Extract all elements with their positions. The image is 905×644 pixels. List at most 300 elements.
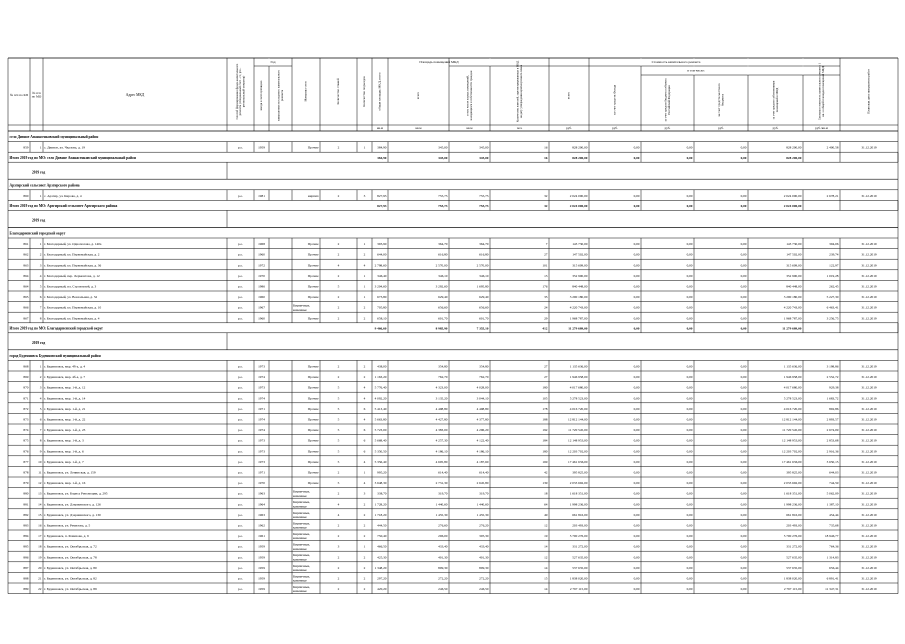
unit-label: кв.м (376, 125, 384, 130)
cell-value: 0,00 (633, 375, 640, 380)
cell-address: г. Буденновск, мкр. 1-й, д. 12 (44, 385, 86, 390)
cell-value: 614,40 (479, 470, 489, 475)
cell-value: 2 024 000,00 (569, 193, 588, 198)
cell-value: 0,00 (686, 385, 693, 390)
cell-index: Прочие (307, 385, 319, 390)
cell-value: 31.12.2019 (861, 449, 877, 454)
cell-index: 2 (39, 375, 42, 380)
cell-value: 1963 (258, 512, 265, 517)
cell-value: 0,00 (686, 481, 693, 486)
cell-index: 20 (38, 565, 42, 570)
cell-value: 2 (337, 576, 340, 581)
cell-value: 1 440,60 (476, 502, 489, 507)
cell-value: 401,30 (479, 555, 489, 560)
cell-value: 14 (544, 544, 548, 549)
unit-label: руб. (566, 125, 572, 130)
cell-value: 1 (363, 145, 366, 150)
cell-value: 2 674,09 (826, 428, 839, 433)
cell-value: 4 257,30 (435, 438, 448, 443)
cell-value: 0,00 (633, 523, 640, 528)
cell-value: 0,00 (686, 544, 693, 549)
cell-value: 31.12.2019 (861, 481, 877, 486)
cell-value: 616,80 (438, 252, 448, 257)
total-value: 0,00 (633, 326, 640, 331)
header-fund-method: региональный оператор) (241, 75, 246, 108)
cell-value: 31.12.2019 (861, 305, 877, 310)
cell-value: 1960 (258, 316, 265, 321)
cell-value: 31.12.2019 (861, 491, 877, 496)
cell-value: 31.12.2019 (861, 544, 877, 549)
cell-value: 614,40 (438, 470, 448, 475)
cell-value: 2 (363, 565, 366, 570)
cell-value: 420,20 (377, 587, 387, 592)
cell-value: 840 448,00 (786, 284, 802, 289)
cell-value: 276,60 (438, 523, 448, 528)
cell-value: 2 552,72 (826, 375, 839, 380)
cell-value: 188 (542, 417, 548, 422)
cell-value: 892,86 (829, 406, 839, 411)
cell-value: р.о. (237, 242, 244, 247)
cell-value: 18 946,77 (824, 534, 839, 539)
cell-value: 49 (544, 512, 548, 517)
cell-value: 0,00 (633, 417, 640, 422)
cell-index: 886 (23, 555, 29, 560)
cell-value: 346,10 (438, 273, 448, 278)
cell-index: Прочие (307, 252, 319, 257)
cell-value: 764,36 (829, 544, 839, 549)
cell-value: 4 296,20 (476, 428, 489, 433)
cell-value: 0,00 (633, 512, 640, 517)
cell-value: 5 (337, 385, 340, 390)
cell-value: 3 (363, 491, 366, 496)
header-cost-all: всего (566, 91, 571, 100)
cell-value: 1 (363, 284, 366, 289)
unit-label: руб. (718, 125, 724, 130)
cell-value: 0,00 (633, 438, 640, 443)
cell-value: 3 (363, 193, 366, 198)
cell-value: 331 272,00 (572, 544, 588, 549)
cell-value: 5 (337, 449, 340, 454)
cell-wall-material: каменные (293, 307, 307, 312)
cell-value: 0,00 (633, 406, 640, 411)
cell-value: 5 413,40 (374, 406, 387, 411)
cell-value: 762,70 (479, 375, 489, 380)
cell-value: 0,00 (740, 438, 747, 443)
cell-value: 5 350,50 (374, 449, 387, 454)
header-num-ki: № п/п по КП (9, 92, 29, 97)
cell-value: 296,00 (438, 534, 448, 539)
cell-value: 4 (337, 512, 340, 517)
cell-address: г. Благодарный, пл. Строителей, д. 3 (44, 284, 97, 289)
cell-value: р.о. (237, 502, 244, 507)
cell-value: 0,00 (633, 555, 640, 560)
total-value: 8 985,90 (435, 326, 448, 331)
cell-wall-material: Кирпичные, (293, 542, 311, 547)
cell-value: 394,06 (829, 242, 839, 247)
cell-index: 21 (38, 576, 42, 581)
cell-value: 6 463,41 (826, 305, 839, 310)
cell-address: г. Буденновск, мкр. 4б-а, д. 7 (44, 375, 86, 380)
cell-value: 0,00 (686, 284, 693, 289)
cell-value: 5 668,40 (374, 438, 387, 443)
cell-index: 14 (38, 502, 42, 507)
cell-value: 192 (542, 428, 548, 433)
header-wall-material: Материал стен (303, 81, 308, 102)
cell-value: 12 812 144,00 (568, 417, 588, 422)
cell-value: 2 (363, 534, 366, 539)
header-area-residential: находящихся в собственности граждан (468, 70, 473, 121)
cell-address: г. Буденновск, ул. Ремизова, д. 5 (44, 523, 91, 528)
cell-value: 3 (337, 544, 340, 549)
cell-value: 2 (337, 252, 340, 257)
cell-value: 0,00 (633, 263, 640, 268)
cell-index: Прочие (307, 406, 319, 411)
cell-value: 180 (542, 449, 548, 454)
cell-value: 433,40 (438, 544, 448, 549)
cell-value: 0,00 (633, 544, 640, 549)
cell-value: 3 648,30 (374, 481, 387, 486)
cell-value: 1959 (258, 576, 265, 581)
cell-value: 4 092,20 (374, 396, 387, 401)
cell-value: р.о. (237, 491, 244, 496)
cell-value: 276,20 (479, 523, 489, 528)
cell-value: 0,00 (740, 305, 747, 310)
header-area-all: всего (416, 91, 421, 100)
header-cost-group: Стоимость капитального ремонта (651, 59, 701, 64)
header-deadline: Плановая дата завершения работ (866, 69, 871, 114)
cell-value: 5 062,09 (826, 491, 839, 496)
cell-value: 4 605,80 (435, 459, 448, 464)
cell-value: р.о. (237, 364, 244, 369)
header-fund-method: Способ формирования фонда капитального (234, 63, 239, 120)
cell-value: 17 461 636,00 (568, 459, 588, 464)
cell-value: 384,90 (377, 145, 387, 150)
cell-value: 246,50 (479, 587, 489, 592)
cell-value: р.о. (237, 555, 244, 560)
cell-value: 929,38 (829, 385, 839, 390)
total-value: 2 024 000,00 (783, 204, 802, 209)
total-value: 9 466,60 (374, 326, 387, 331)
cell-value: р.о. (237, 385, 244, 390)
total-value: 0,00 (686, 326, 693, 331)
cell-index: 18 (38, 544, 42, 549)
cell-value: 4 (337, 263, 340, 268)
cell-value: 169 (542, 459, 548, 464)
header-cost-local: за счет средств местного (716, 83, 721, 117)
cell-value: 346,40 (377, 273, 387, 278)
cell-index: 885 (23, 544, 29, 549)
cell-value: 1973 (258, 459, 265, 464)
cell-value: 0,00 (633, 428, 640, 433)
cell-value: 1 695,80 (476, 284, 489, 289)
cell-value: 4 186,10 (435, 449, 448, 454)
cell-value: 31.12.2019 (861, 145, 877, 150)
cell-value: 0,00 (740, 364, 747, 369)
cell-value: 1973 (258, 364, 265, 369)
cell-value: 2 (337, 273, 340, 278)
total-value: 2 024 000,00 (569, 204, 588, 209)
cell-value: 0,00 (740, 193, 747, 198)
cell-value: 0,00 (686, 512, 693, 517)
cell-value: 3 135,20 (435, 396, 448, 401)
cell-index: 1 (39, 364, 42, 369)
cell-value: 1 (363, 544, 366, 549)
cell-index: 882 (23, 512, 29, 517)
cell-value: 1 998 236,00 (783, 502, 802, 507)
cell-value: 2 (363, 555, 366, 560)
cell-address: г. Буденновск, ул. Дзержинского, д. 126 (44, 502, 101, 507)
cell-value: 12 203 702,00 (782, 449, 802, 454)
cell-value: 272,20 (438, 576, 448, 581)
cell-value: 352 900,00 (572, 273, 588, 278)
cell-wall-material: Кирпичные, (293, 584, 311, 589)
cell-value: 1 968 787,00 (783, 316, 802, 321)
cell-value: 1 455,30 (476, 512, 489, 517)
cell-value: 139 (542, 481, 548, 486)
cell-value: 0,00 (633, 534, 640, 539)
cell-value: 6 (363, 449, 366, 454)
cell-index: 7 (39, 305, 42, 310)
cell-index: 8 (39, 438, 42, 443)
cell-value: 5 278 523,00 (783, 396, 802, 401)
cell-index: 884 (23, 534, 29, 539)
cell-value: 13 (544, 273, 548, 278)
cell-index: Прочие (307, 316, 319, 321)
cell-value: 1968 (258, 242, 265, 247)
cell-value: 1 387,10 (826, 502, 839, 507)
cell-value: 5 (337, 438, 340, 443)
cell-value: 393,90 (377, 242, 387, 247)
cell-wall-material: Кирпичные, (293, 531, 311, 536)
cell-value: 2 (337, 587, 340, 592)
cell-value: 1971 (258, 470, 265, 475)
header-cost-owners: за счет средств собственников (771, 80, 776, 120)
cell-address: г. Благодарный, ул. Вокзальная, д. 52 (44, 295, 98, 300)
cell-index: 866 (23, 305, 29, 310)
cell-value: 0,00 (633, 385, 640, 390)
cell-value: 331 272,00 (786, 544, 802, 549)
header-unit-cost: кв. м общей площади помещений МКД (820, 66, 825, 117)
cell-value: 0,00 (740, 417, 747, 422)
header-including: в том числе: (687, 68, 705, 73)
header-year-built: ввода в эксплуатацию (259, 80, 264, 111)
cell-value: 272,20 (479, 576, 489, 581)
cell-index: 4 (39, 396, 42, 401)
cell-wall-material: каменные (293, 536, 307, 541)
cell-index: 3 (39, 263, 42, 268)
cell-value: 0,00 (740, 316, 747, 321)
header-year-last-repair: ремонта (279, 89, 284, 102)
cell-value: 616,80 (479, 252, 489, 257)
cell-value: 143 730,00 (786, 242, 802, 247)
cell-value: 2 731,30 (435, 481, 448, 486)
cell-value: р.о. (237, 428, 244, 433)
cell-value: 0,00 (686, 523, 693, 528)
section-total-label: Итого 2019 год по МО: село Дивное Апанасенковский муниципальный район (9, 156, 136, 161)
cell-value: 1974 (258, 375, 265, 380)
total-value: 7 355,10 (476, 326, 489, 331)
cell-value: 0,00 (633, 273, 640, 278)
total-value: 412 (542, 326, 548, 331)
cell-value: 656,44 (829, 565, 839, 570)
cell-index: Прочие (307, 145, 319, 150)
total-value: 828 200,00 (786, 155, 802, 160)
cell-value: 629,40 (438, 295, 448, 300)
cell-value: 5 (337, 406, 340, 411)
cell-index: 864 (23, 273, 29, 278)
cell-value: 2 (363, 512, 366, 517)
cell-value: 0,00 (686, 534, 693, 539)
cell-value: 2 (337, 364, 340, 369)
cell-value: р.о. (237, 252, 244, 257)
cell-value: 345,00 (438, 145, 448, 150)
cell-value: 2 (337, 193, 340, 198)
cell-value: 31.12.2019 (861, 438, 877, 443)
cell-value: 744,59 (829, 481, 839, 486)
cell-address: г. Буденновск, мкр. 4б-а, д. 4 (44, 364, 86, 369)
cell-value: 31.12.2019 (861, 523, 877, 528)
cell-value: 656,60 (438, 305, 448, 310)
header-cost-local: бюджета (720, 94, 725, 106)
cell-value: 101 (542, 263, 548, 268)
cell-address: г. Буденновск, мкр. 1-й, д. 3 (44, 438, 84, 443)
cell-value: 454,44 (829, 512, 839, 517)
cell-address: г. Благодарный, ул. Первомайская, д. 36 (44, 263, 102, 268)
header-num-mo: № п/п (32, 90, 41, 95)
cell-value: 5 700 276,00 (783, 534, 802, 539)
cell-value: 1 998 236,00 (569, 502, 588, 507)
cell-value: 0,00 (686, 252, 693, 257)
cell-value: р.о. (237, 193, 244, 198)
cell-value: 2 (337, 565, 340, 570)
cell-value: 3 290 180,00 (569, 295, 588, 300)
cell-address: г. Буденновск, мкр. 1-й, д. 7 (44, 459, 84, 464)
cell-value: 4 498,80 (435, 406, 448, 411)
cell-value: 4 383,00 (435, 428, 448, 433)
cell-value: 1 314,83 (826, 555, 839, 560)
cell-value: 0,00 (686, 364, 693, 369)
cell-value: 0,00 (740, 385, 747, 390)
cell-value: р.о. (237, 587, 244, 592)
cell-value: 0,00 (740, 252, 747, 257)
cell-value: 2 (337, 242, 340, 247)
cell-index: 5 (39, 284, 42, 289)
cell-index: 877 (23, 459, 29, 464)
cell-value: 1 348,20 (374, 565, 387, 570)
cell-value: 2 678,21 (826, 193, 839, 198)
cell-value: 0,00 (740, 449, 747, 454)
cell-value: 1 135 636,00 (569, 364, 588, 369)
cell-index: Прочие (307, 396, 319, 401)
year-label: 2019 год (32, 341, 46, 346)
cell-value: 0,00 (740, 576, 747, 581)
cell-value: р.о. (237, 523, 244, 528)
cell-index: Прочие (307, 242, 319, 247)
cell-index: 13 (38, 491, 42, 496)
cell-value: 5 (337, 417, 340, 422)
cell-value: 35 (544, 295, 548, 300)
cell-index: 887 (23, 565, 29, 570)
header-fund-method: ремонта (специальный счет - сс, р/о - (238, 67, 243, 116)
total-value: 384,90 (377, 155, 387, 160)
cell-index: 889 (23, 587, 29, 592)
cell-value: 0,00 (740, 145, 747, 150)
cell-value: 32 (544, 193, 548, 198)
cell-value: 5 (337, 459, 340, 464)
cell-value: р.о. (237, 375, 244, 380)
cell-value: 0,00 (686, 565, 693, 570)
cell-address: г. Буденновск, ул. Октябрьская, д. 80 (44, 565, 97, 570)
cell-value: 0,00 (740, 242, 747, 247)
cell-value: 2 570,00 (476, 263, 489, 268)
cell-value: 315 609,00 (786, 263, 802, 268)
cell-value: 31.12.2019 (861, 263, 877, 268)
cell-value: р.о. (237, 284, 244, 289)
cell-value: 18 (544, 491, 548, 496)
header-cost-owners: помещений в МКД (774, 87, 779, 113)
cell-value: 4 (363, 459, 366, 464)
cell-index: 2 (39, 252, 42, 257)
cell-value: 438,00 (377, 364, 387, 369)
cell-value: 31.12.2019 (861, 385, 877, 390)
total-value: 0,00 (740, 204, 747, 209)
cell-address: г. Буденновск, ул. Октябрьская, д. 72 (44, 544, 97, 549)
section-title: Благодарненский городской округ (9, 231, 66, 236)
cell-index: 11 (38, 470, 42, 475)
cell-value: 3 650,15 (826, 459, 839, 464)
total-value: 828 200,00 (572, 155, 588, 160)
cell-value: 0,00 (740, 491, 747, 496)
cell-value: 755,73 (479, 193, 489, 198)
cell-value: 466,50 (377, 544, 387, 549)
cell-value: 0,00 (740, 523, 747, 528)
cell-index: 859 (23, 145, 29, 150)
cell-value: 4 427,80 (435, 417, 448, 422)
cell-value: 2 033 692,00 (783, 481, 802, 486)
cell-value: 1 838 020,00 (569, 576, 588, 581)
cell-index: 872 (23, 406, 29, 411)
cell-wall-material: Кирпичные, (293, 303, 311, 308)
cell-value: 0,00 (740, 295, 747, 300)
total-value: 0,00 (686, 204, 693, 209)
cell-value: 0,00 (686, 438, 693, 443)
cell-value: 176 (542, 284, 548, 289)
cell-value: 64 (544, 502, 548, 507)
cell-value: 12 148 953,00 (568, 438, 588, 443)
cell-value: 5 776,40 (374, 385, 387, 390)
cell-wall-material: Кирпичные, (293, 563, 311, 568)
cell-value: р.о. (237, 449, 244, 454)
cell-value: 0,00 (740, 375, 747, 380)
cell-value: 0,00 (633, 305, 640, 310)
cell-value: 658,10 (377, 316, 387, 321)
cell-value: 31.12.2019 (861, 284, 877, 289)
cell-value: 42 (544, 470, 548, 475)
cell-value: 827,93 (377, 193, 387, 198)
header-unit-cost: Удельная стоимость капитального ремонта 1 (817, 62, 822, 121)
cell-value: 0,00 (740, 428, 747, 433)
cell-value: 1959 (258, 587, 265, 592)
cell-value: р.о. (237, 316, 244, 321)
cell-value: 1970 (258, 273, 265, 278)
cell-value: 31.12.2019 (861, 470, 877, 475)
cell-value: 840 448,00 (572, 284, 588, 289)
cell-value: 5 (337, 481, 340, 486)
cell-value: 5 (337, 284, 340, 289)
cell-value: 364,70 (479, 242, 489, 247)
cell-value: 12 203 702,00 (568, 449, 588, 454)
cell-value: 5 278 523,00 (569, 396, 588, 401)
